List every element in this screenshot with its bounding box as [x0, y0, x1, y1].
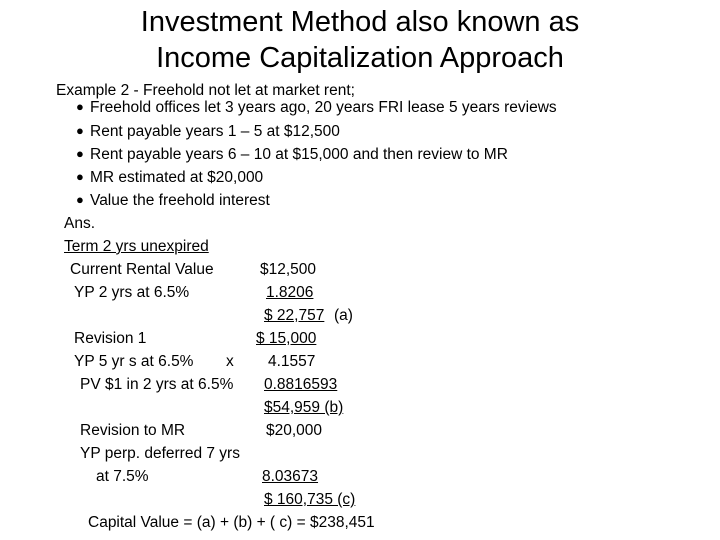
- capital-value: Capital Value = (a) + (b) + ( c) = $238,451: [88, 514, 375, 531]
- yp-perp-rate-label: at 7.5%: [96, 468, 149, 485]
- bullet-icon: ●: [76, 99, 84, 114]
- yp5-value: 4.1557: [268, 353, 316, 370]
- bullet-icon: ●: [76, 169, 84, 184]
- pv-value: 0.8816593: [264, 376, 338, 393]
- yp5-operator: x: [226, 353, 234, 370]
- example-heading: Example 2 - Freehold not let at market rent;: [56, 82, 355, 99]
- bullet-item: Value the freehold interest: [90, 192, 270, 209]
- bullet-icon: ●: [76, 146, 84, 161]
- bullet-item: Rent payable years 6 – 10 at $15,000 and then review to MR: [90, 146, 508, 163]
- yp-perp-value: 8.03673: [262, 468, 319, 485]
- bullet-icon: ●: [76, 123, 84, 138]
- bullet-item: Freehold offices let 3 years ago, 20 years FRI lease 5 years reviews: [90, 99, 557, 116]
- yp5-label: YP 5 yr s at 6.5%: [74, 353, 194, 370]
- revision1-label: Revision 1: [74, 330, 147, 347]
- subtotal-b: $54,959 (b): [264, 399, 344, 416]
- yp2-value: 1.8206: [266, 284, 314, 301]
- revision-mr-value: $20,000: [266, 422, 323, 439]
- subtotal-a-tag: (a): [334, 307, 353, 324]
- bullet-icon: ●: [76, 192, 84, 207]
- title-line-1: Investment Method also known as: [140, 6, 580, 38]
- current-rental-label: Current Rental Value: [70, 261, 214, 278]
- term-label: Term 2 yrs unexpired: [64, 238, 209, 255]
- yp2-label: YP 2 yrs at 6.5%: [74, 284, 190, 301]
- subtotal-c: $ 160,735 (c): [264, 491, 356, 508]
- revision1-value: $ 15,000: [256, 330, 317, 347]
- bullet-item: Rent payable years 1 – 5 at $12,500: [90, 123, 340, 140]
- yp-perp-label: YP perp. deferred 7 yrs: [80, 445, 240, 462]
- slide-title: [0, 4, 720, 76]
- bullet-item: MR estimated at $20,000: [90, 169, 264, 186]
- title-line-2: Income Capitalization Approach: [156, 42, 564, 74]
- current-rental-value: $12,500: [260, 261, 317, 278]
- revision-mr-label: Revision to MR: [80, 422, 186, 439]
- ans-label: Ans.: [64, 215, 96, 232]
- pv-label: PV $1 in 2 yrs at 6.5%: [80, 376, 234, 393]
- subtotal-a-value: $ 22,757: [264, 307, 325, 324]
